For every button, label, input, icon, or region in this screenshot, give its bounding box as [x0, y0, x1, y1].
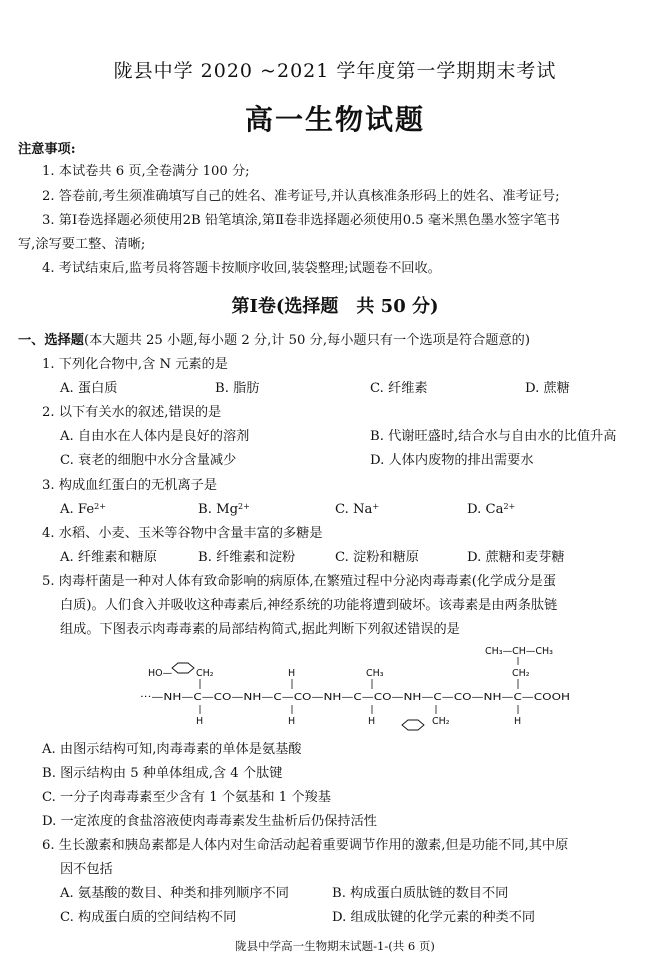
q6-options-row2	[60, 910, 658, 926]
diagram-side-top: CH₃—CH—CH₃	[485, 646, 553, 657]
q4-option-c: C. 淀粉和糖原	[335, 550, 419, 565]
diagram-ch2-c: CH₂	[432, 716, 450, 727]
q4-option-a: A. 纤维素和糖原	[60, 550, 158, 565]
q3-option-b: B. $Mg^{2+}$	[198, 502, 250, 517]
q3-option-d: D. $Ca^{2+}$	[467, 502, 516, 517]
q6-option-c: C. 构成蛋白质的空间结构不同	[60, 910, 237, 925]
q1-option-d: D. 蔗糖	[525, 381, 570, 396]
q1-options	[60, 381, 658, 397]
q5-option-d: D. 一定浓度的食盐溶液使肉毒毒素发生盐析后仍保持活性	[42, 814, 377, 829]
page-footer: 陇县中学高一生物期末试题-1-(共 6 页)	[235, 939, 435, 953]
subject-title: 高一生物试题	[244, 103, 425, 136]
benzene-ring-icon	[402, 720, 424, 730]
diagram-ho: HO—	[148, 668, 173, 679]
q4-stem: 4. 水稻、小麦、玉米等谷物中含量丰富的多糖是	[42, 526, 323, 541]
q2-option-d: D. 人体内废物的排出需要水	[370, 453, 534, 468]
notice-heading: 注意事项:	[18, 142, 76, 157]
diagram-h-4: H	[368, 716, 376, 727]
q4-options	[60, 550, 658, 566]
q1-option-a: A. 蛋白质	[60, 381, 118, 396]
q1-option-b: B. 脂肪	[215, 381, 260, 396]
notice-item-1: 1. 本试卷共 6 页,全卷满分 100 分;	[42, 164, 250, 179]
diagram-h-3: H	[288, 716, 296, 727]
diagram-ch2-a: CH₂	[196, 668, 214, 679]
q2-stem: 2. 以下有关水的叙述,错误的是	[42, 405, 222, 420]
q5-stem-line-2: 白质)。人们食入并吸收这种毒素后,神经系统的功能将遭到破坏。该毒素是由两条肽链	[60, 598, 558, 613]
q3-option-c: C. Na+	[335, 502, 380, 517]
q6-options-row1	[60, 886, 658, 902]
diagram-ch3: CH₃	[366, 668, 384, 679]
q5-option-a: A. 由图示结构可知,肉毒毒素的单体是氨基酸	[42, 742, 302, 757]
q2-option-b: B. 代谢旺盛时,结合水与自由水的比值升高	[370, 429, 617, 444]
part-label: 一、选择题	[18, 333, 84, 348]
diagram-h-5: H	[514, 716, 522, 727]
q6-stem-line-2: 因不包括	[60, 862, 113, 877]
q6-option-b: B. 构成蛋白质肽链的数目不同	[332, 886, 509, 901]
q5-option-c: C. 一分子肉毒毒素至少含有 1 个氨基和 1 个羧基	[42, 790, 331, 805]
section-title: 第Ⅰ卷(选择题 共 50 分)	[231, 296, 439, 317]
q3-options	[60, 502, 658, 518]
part-desc: (本大题共 25 小题,每小题 2 分,计 50 分,每小题只有一个选项是符合题意的)	[83, 333, 530, 348]
peptide-structure-diagram	[140, 645, 580, 740]
q2-option-c: C. 衰老的细胞中水分含量减少	[60, 453, 237, 468]
q4-option-b: B. 纤维素和淀粉	[198, 550, 296, 565]
diagram-backbone: ···—NH—C—CO—NH—C—CO—NH—C—CO—NH—C—CO—NH—C—COOH	[140, 692, 570, 703]
diagram-h-1: H	[288, 668, 296, 679]
diagram-h-2: H	[196, 716, 204, 727]
part-heading	[18, 333, 658, 349]
q5-option-b: B. 图示结构由 5 种单体组成,含 4 个肽键	[42, 766, 283, 781]
notice-item-3: 3. 第Ⅰ卷选择题必须使用2B 铅笔填涂,第Ⅱ卷非选择题必须使用0.5 毫米黑色墨水签字笔书	[42, 213, 560, 228]
q1-option-c: C. 纤维素	[370, 381, 428, 396]
q2-options-row1	[60, 429, 658, 445]
benzene-ring-icon	[172, 663, 194, 673]
q6-option-d: D. 组成肽键的化学元素的种类不同	[332, 910, 536, 925]
q5-stem-line-1: 5. 肉毒杆菌是一种对人体有致命影响的病原体,在繁殖过程中分泌肉毒毒素(化学成分是蛋	[42, 574, 557, 589]
q3-option-a: A. $Fe^{2+}$	[60, 502, 106, 517]
diagram-ch2-b: CH₂	[512, 668, 530, 679]
q6-option-a: A. 氨基酸的数目、种类和排列顺序不同	[60, 886, 289, 901]
q1-stem: 1. 下列化合物中,含 N 元素的是	[42, 357, 228, 372]
notice-item-2: 2. 答卷前,考生须准确填写自己的姓名、准考证号,并认真核准条形码上的姓名、准考证号;	[42, 189, 560, 204]
q6-stem-line-1: 6. 生长激素和胰岛素都是人体内对生命活动起着重要调节作用的激素,但是功能不同,其中原	[42, 838, 569, 853]
q2-option-a: A. 自由水在人体内是良好的溶剂	[60, 429, 250, 444]
q2-options-row2	[60, 453, 658, 469]
notice-item-4: 4. 考试结束后,监考员将答题卡按顺序收回,装袋整理;试题卷不回收。	[42, 261, 441, 276]
exam-title: 陇县中学 2020 ~2021 学年度第一学期期末考试	[113, 60, 557, 82]
q5-stem-line-3: 组成。下图表示肉毒毒素的局部结构简式,据此判断下列叙述错误的是	[60, 622, 460, 637]
notice-item-3-cont: 写,涂写要工整、清晰;	[18, 237, 146, 252]
q4-option-d: D. 蔗糖和麦芽糖	[467, 550, 565, 565]
q3-stem: 3. 构成血红蛋白的无机离子是	[42, 478, 218, 493]
